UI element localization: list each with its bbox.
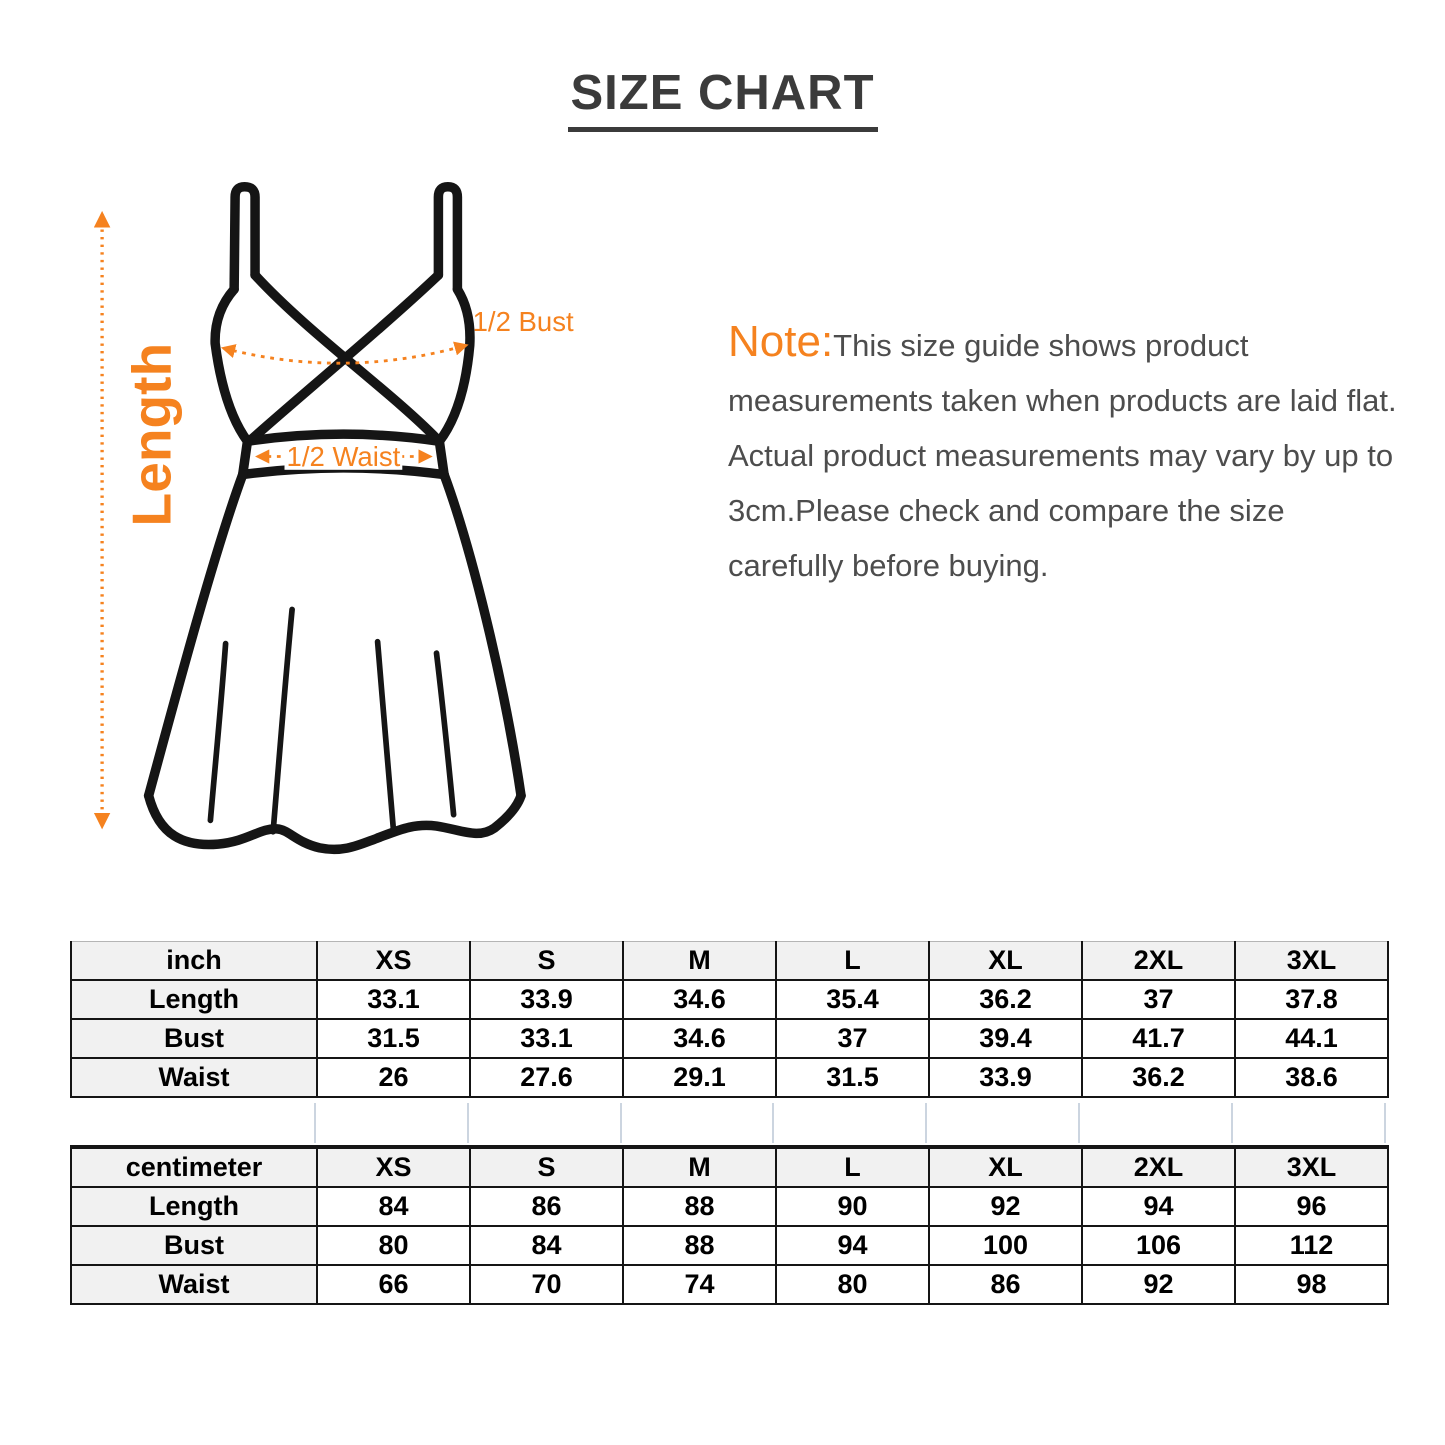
size-col-header: 2XL [1082,942,1235,981]
row-label: Waist [71,1058,317,1097]
measurement-cell: 66 [317,1265,470,1304]
measurement-cell: 94 [1082,1187,1235,1226]
measurement-cell: 86 [470,1187,623,1226]
note-body: This size guide shows product measurements taken when products are laid flat. Actual product measurements may vary by up to 3cm.Please check and compare the size carefully before buying. [728,328,1397,583]
size-col-header: 2XL [1082,1147,1235,1187]
measurement-cell: 33.1 [470,1019,623,1058]
measurement-cell: 37.8 [1235,980,1388,1019]
size-col-header: M [623,1147,776,1187]
size-col-header: 3XL [1235,1147,1388,1187]
size-col-header: XS [317,942,470,981]
skirt-pleat-line [378,642,394,834]
row-label: Length [71,980,317,1019]
grid-line-cell [774,1103,927,1143]
measurement-cell: 41.7 [1082,1019,1235,1058]
measurement-cell: 37 [1082,980,1235,1019]
measurement-cell: 27.6 [470,1058,623,1097]
table-row [71,1058,1388,1097]
measurement-cell: 44.1 [1235,1019,1388,1058]
measurement-cell: 35.4 [776,980,929,1019]
measurement-cell: 92 [929,1187,1082,1226]
size-table-cm [70,1145,1389,1305]
size-col-header: XS [317,1147,470,1187]
measurement-cell: 112 [1235,1226,1388,1265]
measurement-cell: 84 [317,1187,470,1226]
measurement-cell: 74 [623,1265,776,1304]
row-label: Waist [71,1265,317,1304]
bust-label: 1/2 Bust [472,306,574,338]
waistband-right-end [439,441,444,474]
measurement-cell: 86 [929,1265,1082,1304]
measurement-cell: 33.1 [317,980,470,1019]
measurement-cell: 34.6 [623,980,776,1019]
row-label: Bust [71,1019,317,1058]
measurement-cell: 98 [1235,1265,1388,1304]
note-prefix: Note: [728,317,834,366]
skirt-pleat-line [210,644,225,821]
dress-outline [149,187,521,850]
measurement-cell: 39.4 [929,1019,1082,1058]
size-col-header: S [470,942,623,981]
measurement-cell: 88 [623,1226,776,1265]
measurement-cell: 84 [470,1226,623,1265]
measurement-cell: 80 [776,1265,929,1304]
measurement-cell: 96 [1235,1187,1388,1226]
grid-line-cell [70,1103,316,1143]
measurement-cell: 38.6 [1235,1058,1388,1097]
skirt-pleat-line [437,653,454,815]
table-row [71,1187,1388,1226]
right-side-seam [439,289,470,441]
measurement-cell: 100 [929,1226,1082,1265]
size-col-header: L [776,1147,929,1187]
size-col-header: L [776,942,929,981]
measurement-cell: 94 [776,1226,929,1265]
unit-header: inch [71,942,317,981]
measurement-cell: 31.5 [317,1019,470,1058]
table-gap-gridlines [70,1103,1386,1143]
skirt-pleat-line [273,609,292,831]
skirt-hem [149,796,521,850]
row-label: Length [71,1187,317,1226]
size-col-header: M [623,942,776,981]
grid-line-cell [927,1103,1080,1143]
measurement-cell: 37 [776,1019,929,1058]
measurement-cell: 70 [470,1265,623,1304]
measurement-cell: 88 [623,1187,776,1226]
table-row [71,1019,1388,1058]
unit-header: centimeter [71,1147,317,1187]
grid-line-cell [622,1103,775,1143]
measurement-cell: 92 [1082,1265,1235,1304]
grid-line-cell [316,1103,469,1143]
size-col-header: 3XL [1235,942,1388,981]
length-label: Length [120,342,183,527]
grid-line-cell [1080,1103,1233,1143]
table-row [71,1226,1388,1265]
page-title [0,64,1445,132]
measurement-cell: 26 [317,1058,470,1097]
page-title-text: SIZE CHART [568,64,878,132]
size-col-header: XL [929,1147,1082,1187]
measurement-cell: 34.6 [623,1019,776,1058]
row-label: Bust [71,1226,317,1265]
grid-line-cell [1233,1103,1386,1143]
size-col-header: XL [929,942,1082,981]
grid-line-cell [469,1103,622,1143]
left-side-seam [215,289,247,441]
measurement-cell: 33.9 [929,1058,1082,1097]
measurement-cell: 29.1 [623,1058,776,1097]
waistband-left-end [243,441,248,474]
measurement-cell: 33.9 [470,980,623,1019]
measurement-cell: 36.2 [1082,1058,1235,1097]
note [728,314,1400,593]
waist-label: 1/2 Waist [286,441,401,472]
table-row [71,1265,1388,1304]
measurement-cell: 106 [1082,1226,1235,1265]
measurement-cell: 80 [317,1226,470,1265]
dress-diagram [85,158,655,888]
measurement-cell: 90 [776,1187,929,1226]
measurement-cell: 31.5 [776,1058,929,1097]
skirt-right-edge [444,475,521,796]
table-row [71,980,1388,1019]
size-table-inch [70,941,1389,1098]
measurement-cell: 36.2 [929,980,1082,1019]
size-col-header: S [470,1147,623,1187]
